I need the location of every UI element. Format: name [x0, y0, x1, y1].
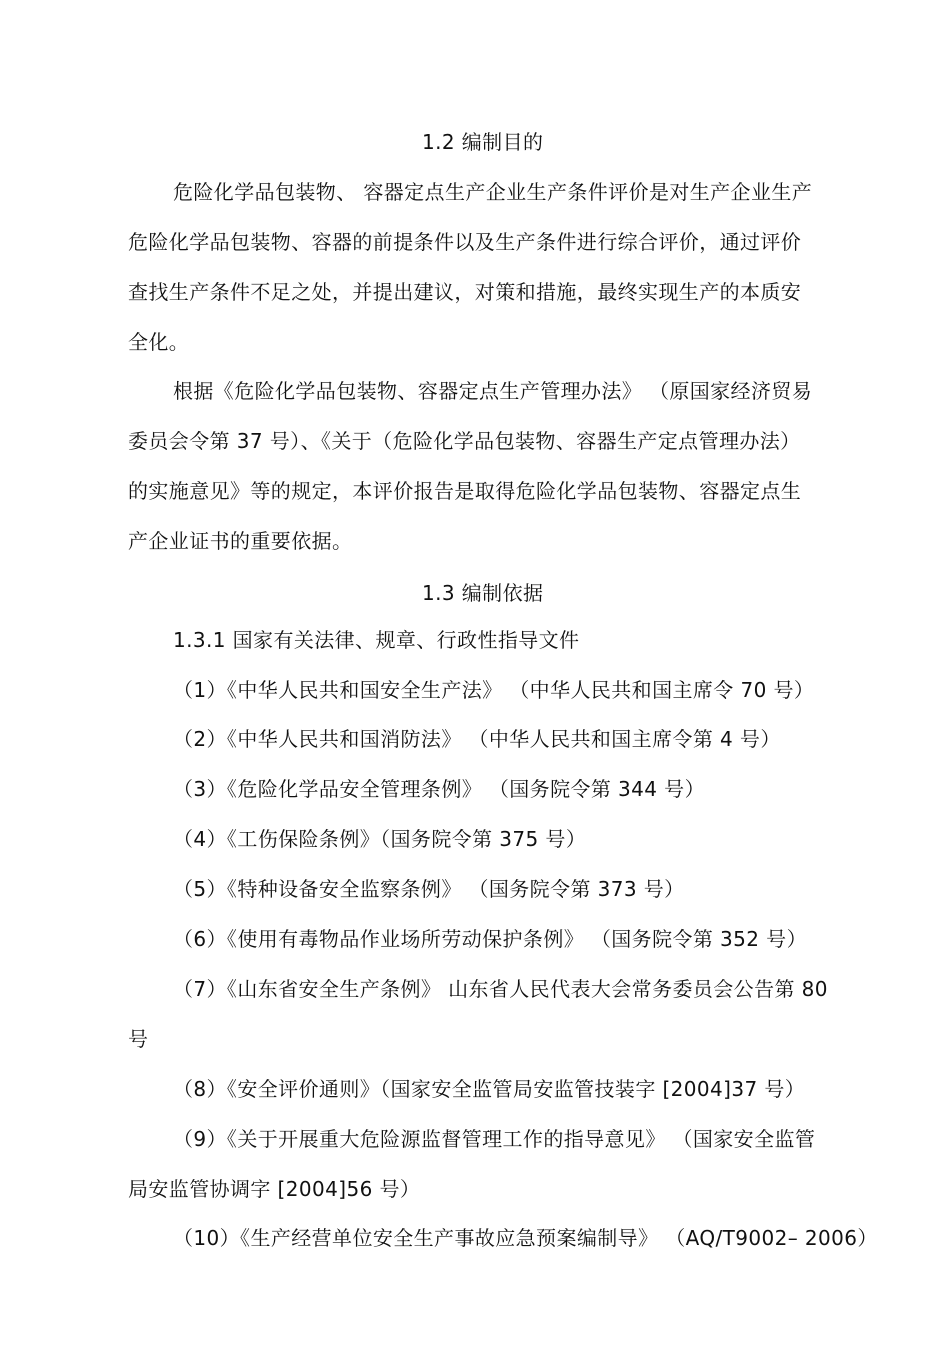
list-item: （6）《使用有毒物品作业场所劳动保护条例》 （国务院令第 352 号）	[173, 927, 807, 951]
list-item: （7）《山东省安全生产条例》 山东省人民代表大会常务委员会公告第 80	[173, 977, 828, 1001]
list-item: （10）《生产经营单位安全生产事故应急预案编制导》 （AQ/T9002– 2006）	[173, 1226, 878, 1250]
paragraph-line: 委员会令第 37 号）、《关于（危险化学品包装物、容器生产定点管理办法）	[128, 429, 801, 453]
subsection-heading-1-3-1: 1.3.1 国家有关法律、规章、行政性指导文件	[173, 628, 580, 652]
section-heading-1-2: 1.2 编制目的	[422, 130, 544, 154]
list-item-continuation: 号	[128, 1027, 149, 1051]
list-item: （8）《安全评价通则》（国家安全监管局安监管技装字 [2004]37 号）	[173, 1077, 806, 1101]
paragraph-line: 的实施意见》等的规定，本评价报告是取得危险化学品包装物、容器定点生	[128, 479, 802, 503]
paragraph-line: 危险化学品包装物、容器的前提条件以及生产条件进行综合评价，通过评价	[128, 230, 802, 254]
list-item: （1）《中华人民共和国安全生产法》 （中华人民共和国主席令 70 号）	[173, 678, 815, 702]
paragraph-line: 全化。	[128, 330, 190, 354]
list-item-continuation: 局安监管协调字 [2004]56 号）	[128, 1177, 421, 1201]
list-item: （4）《工伤保险条例》（国务院令第 375 号）	[173, 827, 587, 851]
section-heading-1-3: 1.3 编制依据	[422, 581, 544, 605]
paragraph-line: 查找生产条件不足之处，并提出建议，对策和措施，最终实现生产的本质安	[128, 280, 802, 304]
paragraph-line: 根据《危险化学品包装物、容器定点生产管理办法》 （原国家经济贸易	[173, 379, 813, 403]
paragraph-line: 产企业证书的重要依据。	[128, 529, 353, 553]
list-item: （2）《中华人民共和国消防法》 （中华人民共和国主席令第 4 号）	[173, 727, 781, 751]
list-item: （5）《特种设备安全监察条例》 （国务院令第 373 号）	[173, 877, 685, 901]
list-item: （9）《关于开展重大危险源监督管理工作的指导意见》 （国家安全监管	[173, 1127, 816, 1151]
paragraph-line: 危险化学品包装物、 容器定点生产企业生产条件评价是对生产企业生产	[173, 180, 813, 204]
list-item: （3）《危险化学品安全管理条例》 （国务院令第 344 号）	[173, 777, 705, 801]
